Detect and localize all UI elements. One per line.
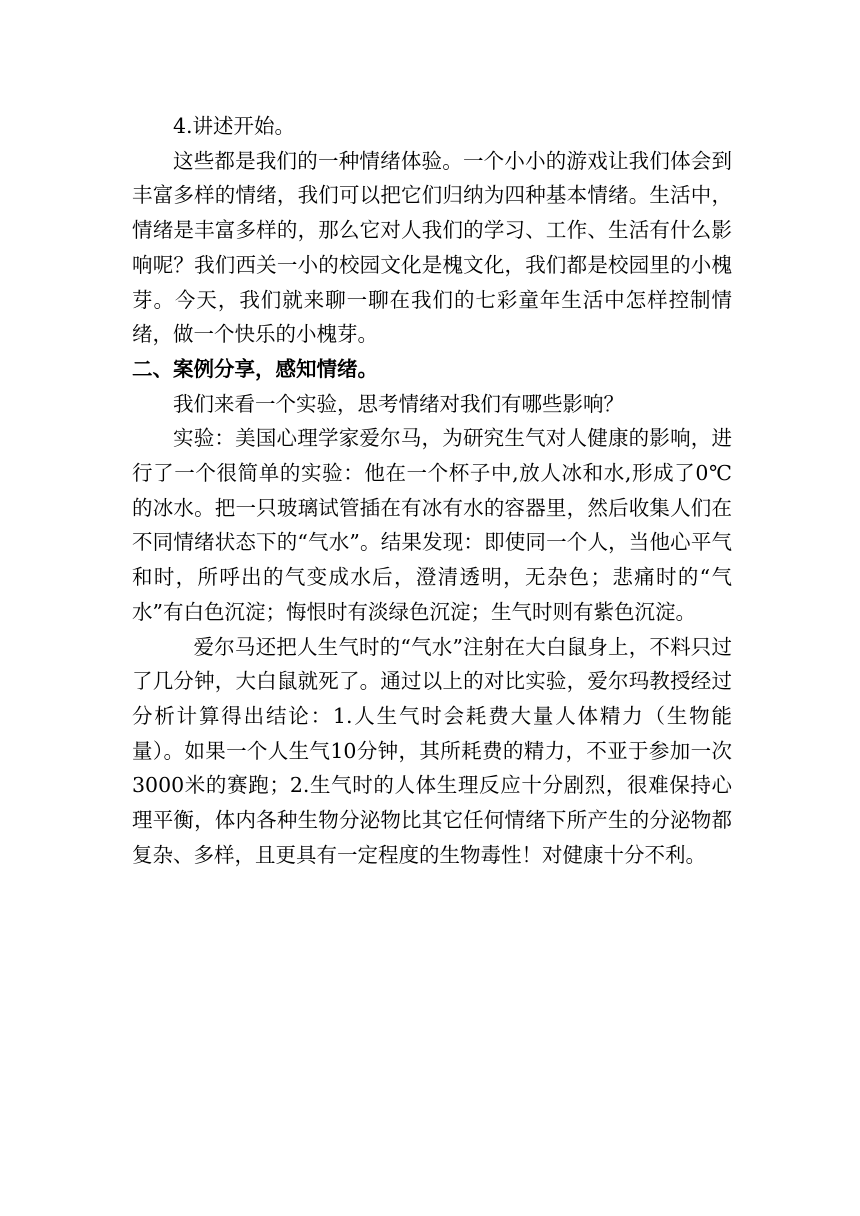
experiment-result-paragraph: 爱尔马还把人生气时的“气水”注射在大白鼠身上，不料只过了几分钟，大白鼠就死了。通过以上的对比实验，爱尔玛教授经过分析计算得出结论：1.人生气时会耗费大量人体精力（生物能量）。如果一个人生气10分钟，其所耗费的精力，不亚于参加一次3000米的赛跑；2.生气时的人体生理反应十分剧烈，很难保持心理平衡，体内各种生物分泌物比其它任何情绪下所产生的分泌物都复杂、多样，且更具有一定程度的生物毒性！对健康十分不利。 [132,634,732,867]
intro-paragraph: 这些都是我们的一种情绪体验。一个小小的游戏让我们体会到丰富多样的情绪，我们可以把它们归纳为四种基本情绪。生活中，情绪是丰富多样的，那么它对人我们的学习、工作、生活有什么影响呢？我们西关一小的校园文化是槐文化，我们都是校园里的小槐芽。今天，我们就来聊一聊在我们的七彩童年生活中怎样控制情绪，做一个快乐的小槐芽。 [132,148,732,347]
document-body [132,109,732,872]
experiment-description-paragraph: 实验：美国心理学家爱尔马，为研究生气对人健康的影响，进行了一个很简单的实验：他在一个杯子中,放人冰和水,形成了0℃的冰水。把一只玻璃试管插在有冰有水的容器里，然后收集人们在不同情绪状态下的“气水”。结果发现：即使同一个人，当他心平气和时，所呼出的气变成水后，澄清透明，无杂色；悲痛时的“气水”有白色沉淀；悔恨时有淡绿色沉淀；生气时则有紫色沉淀。 [132,426,732,624]
section-heading: 二、案例分享，感知情绪。 [132,356,378,381]
experiment-question-paragraph: 我们来看一个实验，思考情绪对我们有哪些影响？ [173,391,624,416]
step-4-paragraph: 4.讲述开始。 [173,114,296,138]
